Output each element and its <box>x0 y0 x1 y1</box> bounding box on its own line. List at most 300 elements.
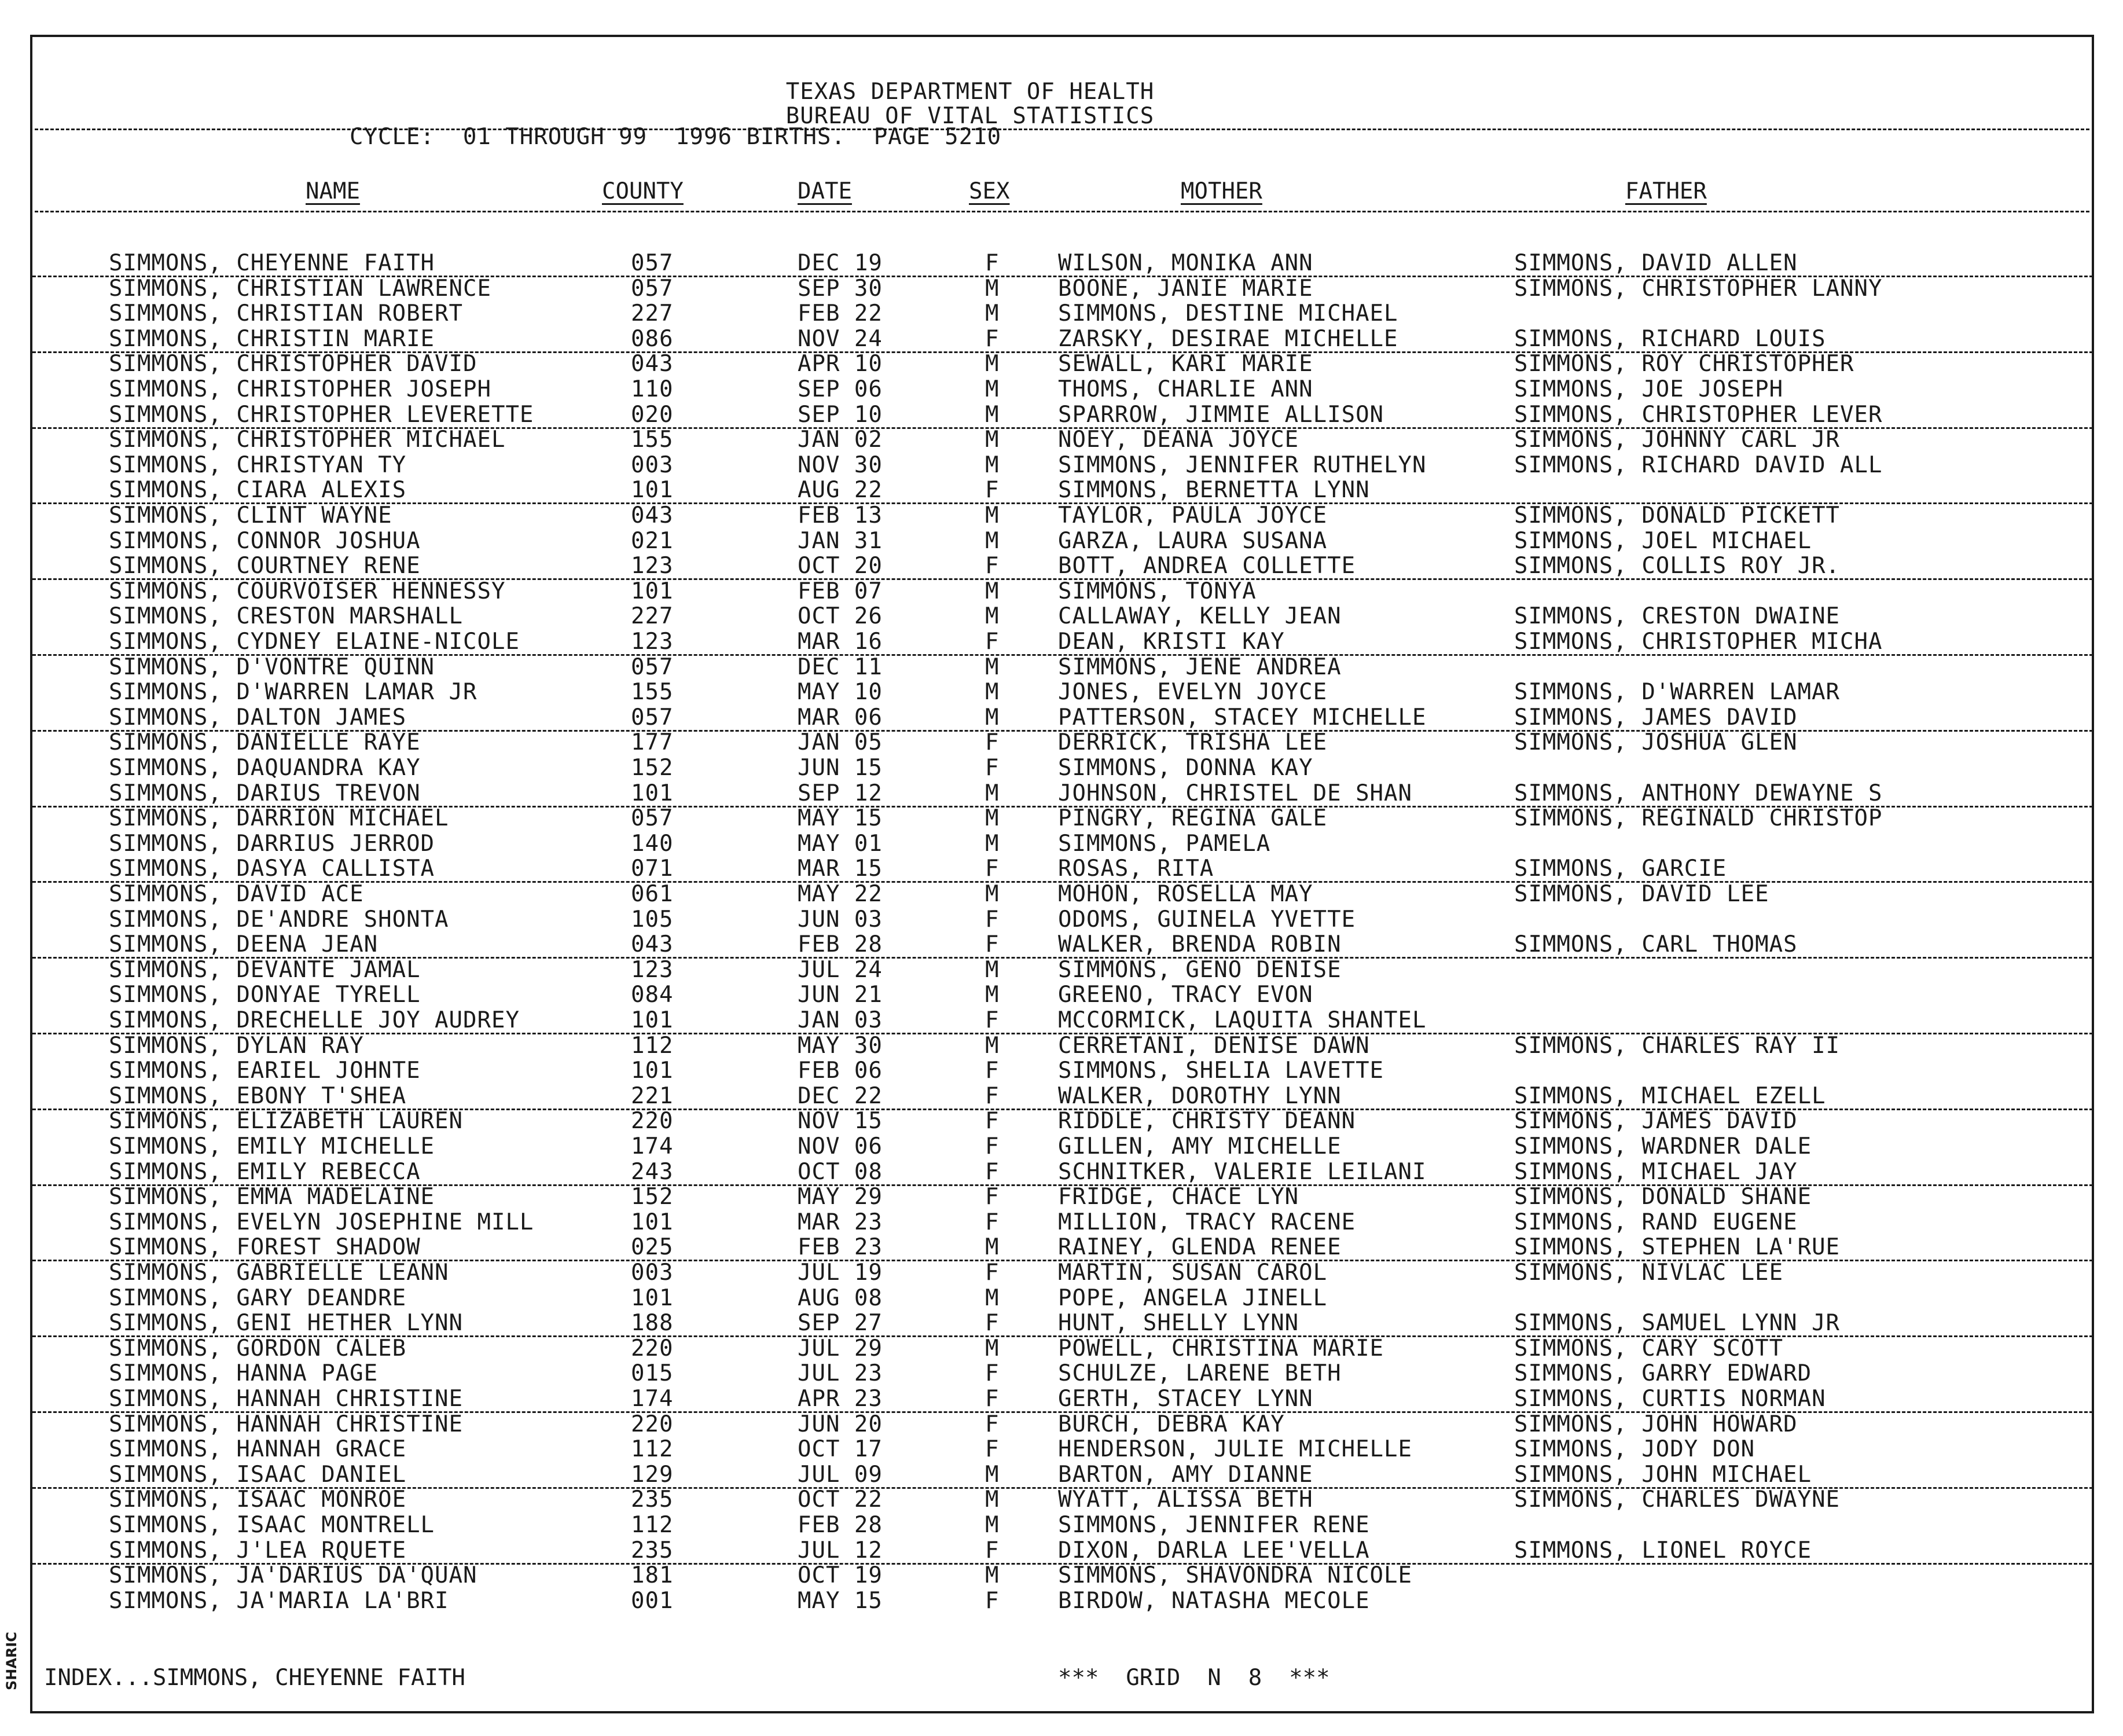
record-father: SIMMONS, GARRY EDWARD <box>1514 1360 1812 1387</box>
record-mother: SIMMONS, JENNIFER RUTHELYN <box>1058 452 1427 478</box>
record-father: SIMMONS, CARL THOMAS <box>1514 931 1798 958</box>
record-county: 043 <box>631 502 674 528</box>
table-row <box>32 629 2093 656</box>
record-father: SIMMONS, CHRISTOPHER LANNY <box>1514 275 1883 302</box>
record-name: SIMMONS, GARY DEANDRE <box>109 1284 407 1311</box>
table-row <box>32 351 2093 376</box>
header-rule <box>35 129 2089 130</box>
record-name: SIMMONS, DE'ANDRE SHONTA <box>109 906 449 933</box>
record-father: SIMMONS, CRESTON DWAINE <box>1514 603 1841 630</box>
record-father: SIMMONS, ROY CHRISTOPHER <box>1514 351 1854 377</box>
table-row <box>32 528 2093 553</box>
record-date: OCT 26 <box>798 603 883 630</box>
record-sex: M <box>985 780 1000 806</box>
record-mother: GREENO, TRACY EVON <box>1058 982 1313 1008</box>
table-row <box>32 931 2093 959</box>
record-date: MAR 15 <box>798 856 883 882</box>
record-father: SIMMONS, NIVLAC LEE <box>1514 1260 1784 1286</box>
column-header-father: FATHER <box>1625 178 1707 204</box>
table-row <box>32 704 2093 732</box>
record-father: SIMMONS, WARDNER DALE <box>1514 1133 1812 1159</box>
table-row <box>32 755 2093 780</box>
record-date: JAN 03 <box>798 1007 883 1033</box>
record-mother: GARZA, LAURA SUSANA <box>1058 527 1328 554</box>
record-father: SIMMONS, GARCIE <box>1514 856 1727 882</box>
department-title: TEXAS DEPARTMENT OF HEALTH <box>785 79 1155 105</box>
record-sex: M <box>985 1284 1000 1311</box>
record-county: 174 <box>631 1386 674 1412</box>
record-mother: SIMMONS, JENNIFER RENE <box>1058 1512 1370 1538</box>
record-mother: SIMMONS, TONYA <box>1058 578 1257 604</box>
record-date: MAR 23 <box>798 1209 883 1235</box>
record-sex: F <box>985 1260 1000 1286</box>
record-county: 243 <box>631 1158 674 1185</box>
record-name: SIMMONS, DONYAE TYRELL <box>109 982 421 1008</box>
record-name: SIMMONS, DALTON JAMES <box>109 704 407 731</box>
record-sex: F <box>985 1537 1000 1563</box>
birth-index-page <box>30 35 2094 1713</box>
record-mother: RAINEY, GLENDA RENEE <box>1058 1234 1342 1261</box>
record-sex: M <box>985 527 1000 554</box>
record-sex: F <box>985 1310 1000 1337</box>
record-sex: M <box>985 679 1000 706</box>
record-county: 025 <box>631 1234 674 1261</box>
record-father: SIMMONS, REGINALD CHRISTOP <box>1514 805 1883 832</box>
record-mother: FRIDGE, CHACE LYN <box>1058 1184 1299 1210</box>
record-name: SIMMONS, HANNAH GRACE <box>109 1436 407 1463</box>
record-county: 188 <box>631 1310 674 1337</box>
record-name: SIMMONS, EBONY T'SHEA <box>109 1082 407 1109</box>
record-name: SIMMONS, ISAAC MONTRELL <box>109 1512 435 1538</box>
record-name: SIMMONS, JA'MARIA LA'BRI <box>109 1587 449 1614</box>
record-sex: F <box>985 1360 1000 1387</box>
record-county: 174 <box>631 1133 674 1159</box>
record-county: 057 <box>631 805 674 832</box>
record-name: SIMMONS, DRECHELLE JOY AUDREY <box>109 1007 520 1033</box>
record-county: 057 <box>631 654 674 680</box>
record-name: SIMMONS, CHRISTOPHER MICHAEL <box>109 427 506 453</box>
record-sex: F <box>985 1007 1000 1033</box>
record-mother: HUNT, SHELLY LYNN <box>1058 1310 1299 1337</box>
record-county: 123 <box>631 629 674 655</box>
record-date: APR 10 <box>798 351 883 377</box>
record-sex: F <box>985 1082 1000 1109</box>
record-date: SEP 10 <box>798 401 883 428</box>
record-sex: M <box>985 351 1000 377</box>
record-date: OCT 22 <box>798 1487 883 1513</box>
record-sex: M <box>985 1487 1000 1513</box>
table-row <box>32 1562 2093 1588</box>
table-row <box>32 477 2093 504</box>
record-name: SIMMONS, DASYA CALLISTA <box>109 856 435 882</box>
record-mother: CALLAWAY, KELLY JEAN <box>1058 603 1342 630</box>
table-row <box>32 1310 2093 1337</box>
record-county: 084 <box>631 982 674 1008</box>
record-name: SIMMONS, GENI HETHER LYNN <box>109 1310 463 1337</box>
table-row <box>32 1133 2093 1159</box>
record-sex: F <box>985 629 1000 655</box>
record-name: SIMMONS, DAVID ACE <box>109 881 364 907</box>
record-name: SIMMONS, COURTNEY RENE <box>109 553 421 579</box>
record-name: SIMMONS, GABRIELLE LEANN <box>109 1260 449 1286</box>
table-row <box>32 1386 2093 1413</box>
record-name: SIMMONS, DARRIUS JERROD <box>109 830 435 857</box>
cycle-line: CYCLE: 01 THROUGH 99 1996 BIRTHS. PAGE 5210 <box>350 124 1002 150</box>
record-county: 101 <box>631 477 674 504</box>
record-mother: SIMMONS, PAMELA <box>1058 830 1271 857</box>
record-date: SEP 30 <box>798 275 883 302</box>
record-name: SIMMONS, EMILY MICHELLE <box>109 1133 435 1159</box>
record-date: MAY 01 <box>798 830 883 857</box>
record-date: MAY 22 <box>798 881 883 907</box>
record-name: SIMMONS, DARIUS TREVON <box>109 780 421 806</box>
record-county: 177 <box>631 729 674 756</box>
record-date: NOV 15 <box>798 1108 883 1135</box>
record-name: SIMMONS, CHRISTIAN ROBERT <box>109 300 463 327</box>
record-sex: F <box>985 1411 1000 1437</box>
record-father: SIMMONS, ANTHONY DEWAYNE S <box>1514 780 1883 806</box>
record-date: JUL 09 <box>798 1461 883 1488</box>
record-sex: M <box>985 982 1000 1008</box>
record-county: 086 <box>631 325 674 352</box>
record-date: JUN 21 <box>798 982 883 1008</box>
record-name: SIMMONS, CRESTON MARSHALL <box>109 603 463 630</box>
record-sex: F <box>985 755 1000 781</box>
record-county: 220 <box>631 1335 674 1361</box>
record-date: JAN 05 <box>798 729 883 756</box>
table-row <box>32 1411 2093 1437</box>
record-date: FEB 23 <box>798 1234 883 1261</box>
table-row <box>32 805 2093 831</box>
record-date: OCT 19 <box>798 1562 883 1589</box>
record-mother: SIMMONS, SHELIA LAVETTE <box>1058 1058 1384 1084</box>
table-row <box>32 1487 2093 1512</box>
record-county: 101 <box>631 780 674 806</box>
record-county: 057 <box>631 250 674 276</box>
table-row <box>32 1436 2093 1462</box>
record-mother: JOHNSON, CHRISTEL DE SHAN <box>1058 780 1412 806</box>
record-county: 123 <box>631 956 674 983</box>
record-sex: F <box>985 1108 1000 1135</box>
record-date: NOV 30 <box>798 452 883 478</box>
table-row <box>32 729 2093 755</box>
record-county: 057 <box>631 704 674 731</box>
record-name: SIMMONS, DANIELLE RAYE <box>109 729 421 756</box>
record-sex: F <box>985 1158 1000 1185</box>
record-sex: M <box>985 603 1000 630</box>
record-date: SEP 06 <box>798 376 883 402</box>
record-father: SIMMONS, DONALD PICKETT <box>1514 502 1841 528</box>
table-row <box>32 1260 2093 1285</box>
record-county: 015 <box>631 1360 674 1387</box>
record-father: SIMMONS, DONALD SHANE <box>1514 1184 1812 1210</box>
record-date: MAY 29 <box>798 1184 883 1210</box>
record-sex: M <box>985 300 1000 327</box>
record-mother: CERRETANI, DENISE DAWN <box>1058 1032 1370 1059</box>
record-sex: M <box>985 1234 1000 1261</box>
record-mother: POPE, ANGELA JINELL <box>1058 1284 1328 1311</box>
record-sex: F <box>985 1058 1000 1084</box>
record-father: SIMMONS, DAVID LEE <box>1514 881 1769 907</box>
column-header-date: DATE <box>798 178 852 204</box>
record-sex: M <box>985 805 1000 832</box>
record-date: FEB 28 <box>798 1512 883 1538</box>
record-sex: M <box>985 1335 1000 1361</box>
record-sex: M <box>985 956 1000 983</box>
record-father: SIMMONS, JAMES DAVID <box>1514 704 1798 731</box>
record-sex: M <box>985 452 1000 478</box>
record-sex: M <box>985 1032 1000 1059</box>
table-row <box>32 1209 2093 1235</box>
record-father: SIMMONS, JOE JOSEPH <box>1514 376 1784 402</box>
record-date: JAN 31 <box>798 527 883 554</box>
record-date: MAY 30 <box>798 1032 883 1059</box>
record-mother: SIMMONS, DESTINE MICHAEL <box>1058 300 1398 327</box>
record-mother: BIRDOW, NATASHA MECOLE <box>1058 1587 1370 1614</box>
record-father: SIMMONS, CARY SCOTT <box>1514 1335 1784 1361</box>
record-county: 123 <box>631 553 674 579</box>
record-mother: HENDERSON, JULIE MICHELLE <box>1058 1436 1412 1463</box>
record-name: SIMMONS, ELIZABETH LAUREN <box>109 1108 463 1135</box>
table-row <box>32 881 2093 906</box>
grid-footer: *** GRID N 8 *** <box>1058 1665 1330 1691</box>
record-sex: F <box>985 931 1000 958</box>
record-county: 155 <box>631 427 674 453</box>
record-father: SIMMONS, LIONEL ROYCE <box>1514 1537 1812 1563</box>
record-county: 140 <box>631 830 674 857</box>
record-father: SIMMONS, CHARLES DWAYNE <box>1514 1487 1841 1513</box>
table-row <box>32 1234 2093 1261</box>
record-county: 003 <box>631 1260 674 1286</box>
table-row <box>32 906 2093 932</box>
record-date: SEP 27 <box>798 1310 883 1337</box>
record-county: 221 <box>631 1082 674 1109</box>
bureau-title: BUREAU OF VITAL STATISTICS <box>785 103 1155 129</box>
record-sex: M <box>985 401 1000 428</box>
record-name: SIMMONS, D'VONTRE QUINN <box>109 654 435 680</box>
record-county: 071 <box>631 856 674 882</box>
record-sex: F <box>985 856 1000 882</box>
column-header-county: COUNTY <box>602 178 684 204</box>
record-mother: ZARSKY, DESIRAE MICHELLE <box>1058 325 1398 352</box>
record-mother: WALKER, BRENDA ROBIN <box>1058 931 1342 958</box>
record-county: 043 <box>631 351 674 377</box>
record-county: 061 <box>631 881 674 907</box>
table-row <box>32 452 2093 478</box>
record-county: 101 <box>631 1284 674 1311</box>
record-sex: M <box>985 1461 1000 1488</box>
record-mother: MOHON, ROSELLA MAY <box>1058 881 1313 907</box>
record-county: 235 <box>631 1487 674 1513</box>
record-date: JUN 03 <box>798 906 883 933</box>
record-mother: WALKER, DOROTHY LYNN <box>1058 1082 1342 1109</box>
record-father: SIMMONS, CHRISTOPHER LEVER <box>1514 401 1883 428</box>
record-date: MAR 06 <box>798 704 883 731</box>
record-name: SIMMONS, FOREST SHADOW <box>109 1234 421 1261</box>
record-sex: M <box>985 881 1000 907</box>
table-row <box>32 957 2093 982</box>
record-father: SIMMONS, RICHARD LOUIS <box>1514 325 1826 352</box>
table-row <box>32 1083 2093 1110</box>
record-mother: BOTT, ANDREA COLLETTE <box>1058 553 1356 579</box>
record-father: SIMMONS, JAMES DAVID <box>1514 1108 1798 1135</box>
record-father: SIMMONS, CURTIS NORMAN <box>1514 1386 1826 1412</box>
record-mother: SIMMONS, JENE ANDREA <box>1058 654 1342 680</box>
record-name: SIMMONS, CHRISTOPHER LEVERETTE <box>109 401 534 428</box>
record-sex: F <box>985 906 1000 933</box>
record-county: 112 <box>631 1436 674 1463</box>
record-father: SIMMONS, MICHAEL JAY <box>1514 1158 1798 1185</box>
record-father: SIMMONS, RICHARD DAVID ALL <box>1514 452 1883 478</box>
record-father: SIMMONS, CHRISTOPHER MICHA <box>1514 629 1883 655</box>
record-sex: F <box>985 325 1000 352</box>
table-row <box>32 376 2093 402</box>
table-row <box>32 1058 2093 1083</box>
record-mother: POWELL, CHRISTINA MARIE <box>1058 1335 1384 1361</box>
record-mother: SIMMONS, DONNA KAY <box>1058 755 1313 781</box>
record-name: SIMMONS, CHEYENNE FAITH <box>109 250 435 276</box>
table-row <box>32 250 2093 277</box>
record-mother: NOEY, DEANA JOYCE <box>1058 427 1299 453</box>
record-father: SIMMONS, D'WARREN LAMAR <box>1514 679 1841 706</box>
record-sex: F <box>985 553 1000 579</box>
record-sex: F <box>985 1133 1000 1159</box>
record-name: SIMMONS, GORDON CALEB <box>109 1335 407 1361</box>
record-date: FEB 07 <box>798 578 883 604</box>
record-mother: BURCH, DEBRA KAY <box>1058 1411 1285 1437</box>
record-county: 101 <box>631 578 674 604</box>
record-date: APR 23 <box>798 1386 883 1412</box>
record-sex: F <box>985 1184 1000 1210</box>
record-mother: WYATT, ALISSA BETH <box>1058 1487 1313 1513</box>
record-father: SIMMONS, MICHAEL EZELL <box>1514 1082 1826 1109</box>
record-name: SIMMONS, CYDNEY ELAINE-NICOLE <box>109 629 520 655</box>
record-mother: SCHNITKER, VALERIE LEILANI <box>1058 1158 1427 1185</box>
record-name: SIMMONS, COURVOISER HENNESSY <box>109 578 506 604</box>
record-name: SIMMONS, ISAAC DANIEL <box>109 1461 407 1488</box>
record-mother: TAYLOR, PAULA JOYCE <box>1058 502 1328 528</box>
record-sex: F <box>985 250 1000 276</box>
record-date: FEB 28 <box>798 931 883 958</box>
table-row <box>32 1033 2093 1058</box>
record-date: MAR 16 <box>798 629 883 655</box>
record-date: FEB 22 <box>798 300 883 327</box>
table-row <box>32 1588 2093 1613</box>
record-county: 101 <box>631 1007 674 1033</box>
record-mother: DERRICK, TRISHA LEE <box>1058 729 1328 756</box>
record-mother: SIMMONS, BERNETTA LYNN <box>1058 477 1370 504</box>
record-mother: ODOMS, GUINELA YVETTE <box>1058 906 1356 933</box>
table-row <box>32 679 2093 704</box>
table-row <box>32 402 2093 429</box>
record-sex: M <box>985 704 1000 731</box>
record-name: SIMMONS, CHRISTOPHER JOSEPH <box>109 376 491 402</box>
record-sex: M <box>985 502 1000 528</box>
table-row <box>32 300 2093 326</box>
record-county: 110 <box>631 376 674 402</box>
record-sex: M <box>985 427 1000 453</box>
record-county: 155 <box>631 679 674 706</box>
record-father: SIMMONS, JOHN HOWARD <box>1514 1411 1798 1437</box>
record-county: 043 <box>631 931 674 958</box>
record-sex: M <box>985 654 1000 680</box>
record-sex: M <box>985 376 1000 402</box>
record-mother: DEAN, KRISTI KAY <box>1058 629 1285 655</box>
record-name: SIMMONS, D'WARREN LAMAR JR <box>109 679 478 706</box>
record-name: SIMMONS, HANNA PAGE <box>109 1360 379 1387</box>
record-name: SIMMONS, J'LEA RQUETE <box>109 1537 407 1563</box>
table-row <box>32 502 2093 528</box>
record-date: JUL 24 <box>798 956 883 983</box>
record-sex: F <box>985 1386 1000 1412</box>
record-sex: M <box>985 1512 1000 1538</box>
table-row <box>32 654 2093 680</box>
record-mother: SEWALL, KARI MARIE <box>1058 351 1313 377</box>
record-mother: GERTH, STACEY LYNN <box>1058 1386 1313 1412</box>
table-row <box>32 1007 2093 1034</box>
record-date: OCT 20 <box>798 553 883 579</box>
record-date: JUL 12 <box>798 1537 883 1563</box>
record-father: SIMMONS, JOEL MICHAEL <box>1514 527 1812 554</box>
record-date: MAY 10 <box>798 679 883 706</box>
record-mother: PINGRY, REGINA GALE <box>1058 805 1328 832</box>
record-date: NOV 24 <box>798 325 883 352</box>
index-footer: INDEX...SIMMONS, CHEYENNE FAITH <box>44 1665 465 1691</box>
record-date: OCT 17 <box>798 1436 883 1463</box>
record-mother: DIXON, DARLA LEE'VELLA <box>1058 1537 1370 1563</box>
table-row <box>32 1285 2093 1311</box>
record-father: SIMMONS, SAMUEL LYNN JR <box>1514 1310 1841 1337</box>
record-county: 101 <box>631 1058 674 1084</box>
record-date: DEC 11 <box>798 654 883 680</box>
record-mother: WILSON, MONIKA ANN <box>1058 250 1313 276</box>
record-sex: F <box>985 1587 1000 1614</box>
record-date: JUL 23 <box>798 1360 883 1387</box>
record-county: 105 <box>631 906 674 933</box>
record-father: SIMMONS, DAVID ALLEN <box>1514 250 1798 276</box>
record-name: SIMMONS, EARIEL JOHNTE <box>109 1058 421 1084</box>
record-county: 235 <box>631 1537 674 1563</box>
record-date: SEP 12 <box>798 780 883 806</box>
record-date: NOV 06 <box>798 1133 883 1159</box>
side-label: SHARIC <box>3 1632 20 1690</box>
column-header-mother: MOTHER <box>1181 178 1262 204</box>
record-mother: BOONE, JANIE MARIE <box>1058 275 1313 302</box>
record-name: SIMMONS, HANNAH CHRISTINE <box>109 1411 463 1437</box>
record-county: 227 <box>631 603 674 630</box>
record-sex: M <box>985 275 1000 302</box>
column-header-name: NAME <box>306 178 360 204</box>
record-date: AUG 08 <box>798 1284 883 1311</box>
table-row <box>32 603 2093 629</box>
record-county: 227 <box>631 300 674 327</box>
record-sex: M <box>985 830 1000 857</box>
table-row <box>32 1462 2093 1489</box>
record-father: SIMMONS, JOSHUA GLEN <box>1514 729 1798 756</box>
table-row <box>32 1512 2093 1537</box>
record-county: 021 <box>631 527 674 554</box>
table-row <box>32 1184 2093 1209</box>
record-name: SIMMONS, CLINT WAYNE <box>109 502 392 528</box>
table-row <box>32 326 2093 353</box>
table-row <box>32 276 2093 301</box>
record-date: JUL 19 <box>798 1260 883 1286</box>
record-name: SIMMONS, CHRISTIAN LAWRENCE <box>109 275 491 302</box>
record-sex: F <box>985 1436 1000 1463</box>
record-name: SIMMONS, CHRISTOPHER DAVID <box>109 351 478 377</box>
table-row <box>32 1108 2093 1133</box>
column-header-sex: SEX <box>969 178 1010 204</box>
